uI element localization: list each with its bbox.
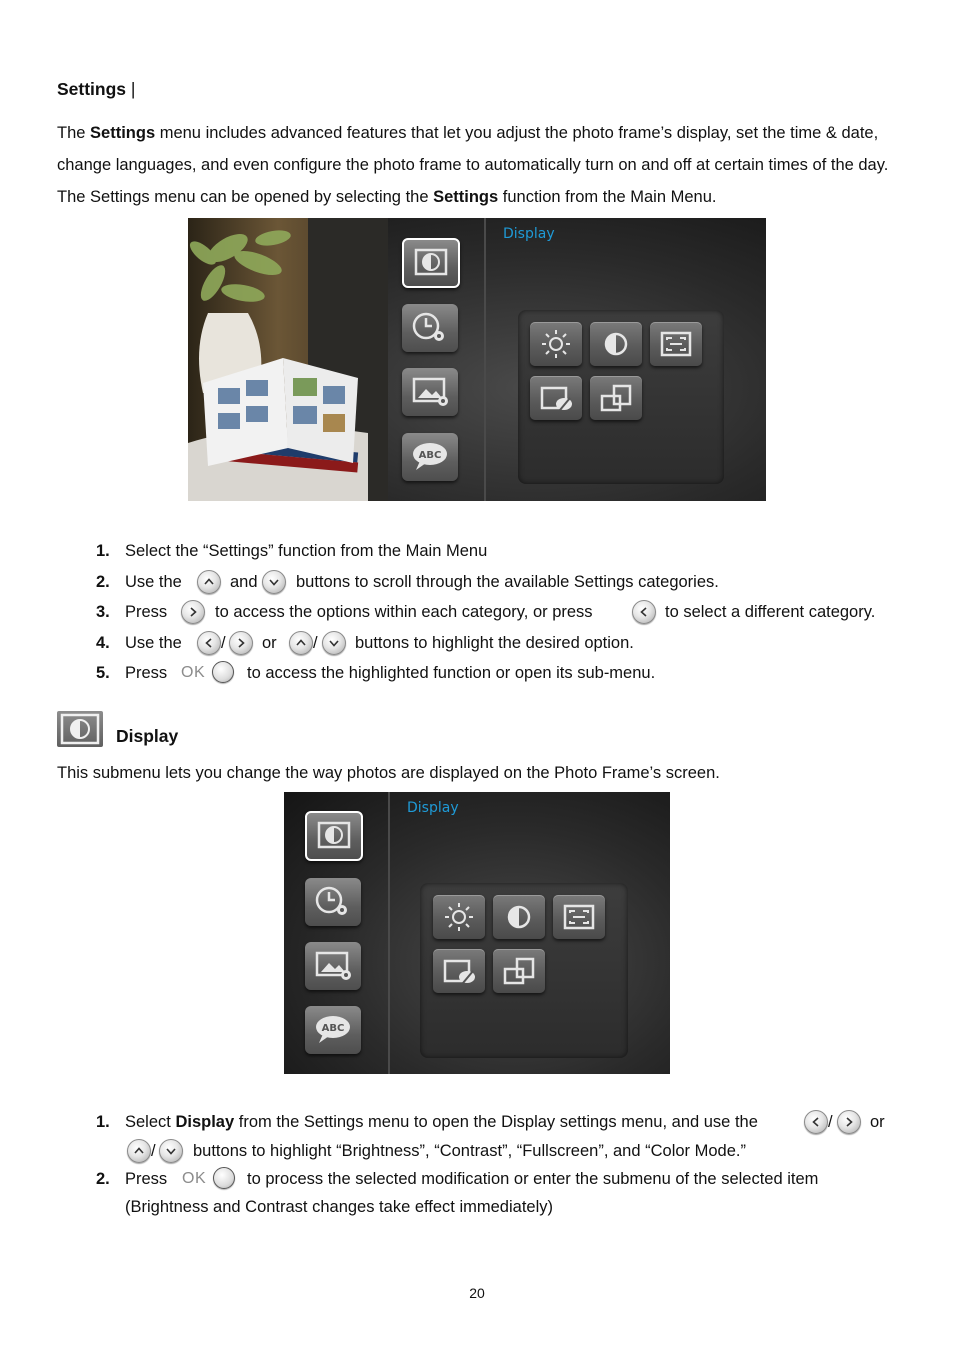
svg-text:ABC: ABC [321, 1023, 345, 1034]
step-3 [96, 602, 876, 622]
arrow-up-key-icon [127, 1139, 151, 1163]
step-1 [96, 1112, 885, 1132]
display-heading: Display [116, 726, 179, 746]
section-title-separator: | [130, 79, 136, 99]
clock-settings-icon [305, 878, 361, 926]
screen-title: Display [407, 800, 459, 816]
step-text: Press [125, 1170, 168, 1188]
step-number: 2. [96, 573, 110, 591]
section-title-text: Settings [57, 79, 127, 99]
step-number: 1. [96, 542, 110, 560]
option-contrast-tile[interactable] [493, 895, 545, 939]
step-2-note: (Brightness and Contrast changes take effect immediately) [125, 1198, 553, 1216]
display-menu-screenshot [284, 792, 670, 1074]
ok-key-icon [213, 1167, 235, 1189]
page-number: 20 [469, 1285, 485, 1301]
arrow-down-key-icon [322, 631, 346, 655]
step-text: or [870, 1113, 885, 1131]
step-2 [96, 572, 719, 592]
step-text: / [828, 1113, 833, 1131]
arrow-down-key-icon [159, 1139, 183, 1163]
arrow-down-key-icon [262, 570, 286, 594]
step-text: and [230, 573, 258, 591]
option-rotate-tile[interactable] [590, 376, 642, 420]
settings-menu-screenshot [188, 218, 766, 501]
screen-title: Display [503, 226, 555, 242]
step-text: / [151, 1142, 156, 1160]
option-rotate-tile[interactable] [493, 949, 545, 993]
step-text: to access the options within each category, or press [215, 603, 593, 621]
svg-text:ABC: ABC [418, 450, 442, 461]
step-number: 1. [96, 1113, 110, 1131]
step-text-b: from the Settings menu to open the Display settings menu, and use the [234, 1113, 758, 1131]
step-number: 5. [96, 664, 110, 682]
display-heading-icon [57, 711, 103, 747]
arrow-right-key-icon [181, 600, 205, 624]
arrow-left-key-icon [197, 631, 221, 655]
step-text: Use the [125, 634, 182, 652]
arrow-left-key-icon [804, 1110, 828, 1134]
arrow-right-key-icon [837, 1110, 861, 1134]
step-text: buttons to scroll through the available Settings categories. [296, 573, 719, 591]
clock-settings-icon [402, 304, 458, 352]
category-time-tile[interactable] [305, 878, 361, 926]
contrast-icon [57, 711, 103, 747]
option-fullscreen-tile[interactable] [650, 322, 702, 366]
step-number: 3. [96, 603, 110, 621]
color-mode-icon [530, 376, 582, 420]
category-time-tile[interactable] [402, 304, 458, 352]
brightness-icon [530, 322, 582, 366]
step-2 [96, 1169, 819, 1189]
contrast-icon [404, 240, 458, 286]
intro-bold-settings-2: Settings [433, 188, 499, 206]
step-text: / [221, 634, 226, 652]
option-brightness-tile[interactable] [530, 322, 582, 366]
step-bold-display: Display [175, 1113, 235, 1131]
step-1 [96, 541, 488, 561]
intro-text-3: function from the Main Menu. [498, 188, 717, 206]
step-5 [96, 663, 656, 683]
ok-key-label: OK [182, 1170, 207, 1187]
step-text: to process the selected modification or enter the submenu of the selected item [247, 1170, 819, 1188]
ok-key-label: OK [181, 664, 206, 681]
section-title [57, 79, 135, 99]
option-brightness-tile[interactable] [433, 895, 485, 939]
screen-divider [484, 218, 486, 501]
intro-paragraph [57, 117, 907, 213]
contrast-icon [307, 813, 361, 859]
arrow-up-key-icon [289, 631, 313, 655]
option-color-mode-tile[interactable] [433, 949, 485, 993]
fullscreen-icon [553, 895, 605, 939]
step-number: 2. [96, 1170, 110, 1188]
step-text: buttons to highlight “Brightness”, “Contrast”, “Fullscreen”, and “Color Mode.” [193, 1142, 746, 1160]
contrast-icon [493, 895, 545, 939]
option-color-mode-tile[interactable] [530, 376, 582, 420]
arrow-up-key-icon [197, 570, 221, 594]
ok-key-icon [212, 661, 234, 683]
step-text: Use the [125, 573, 182, 591]
step-text: to access the highlighted function or open its sub-menu. [247, 664, 656, 682]
category-display-tile[interactable] [305, 811, 363, 861]
photo-settings-icon [305, 942, 361, 990]
contrast-icon [590, 322, 642, 366]
arrow-left-key-icon [632, 600, 656, 624]
photo-book-image [188, 218, 388, 501]
step-text: buttons to highlight the desired option. [355, 634, 634, 652]
option-fullscreen-tile[interactable] [553, 895, 605, 939]
display-intro: This submenu lets you change the way photos are displayed on the Photo Frame’s screen. [57, 764, 720, 782]
category-photo-tile[interactable] [305, 942, 361, 990]
rotate-icon [493, 949, 545, 993]
step-text: Press [125, 664, 168, 682]
step-text: to select a different category. [665, 603, 876, 621]
intro-bold-settings-1: Settings [90, 124, 156, 142]
category-photo-tile[interactable] [402, 368, 458, 416]
step-text: or [262, 634, 277, 652]
step-4 [96, 633, 634, 653]
category-language-tile[interactable] [305, 1006, 361, 1054]
language-abc-icon [305, 1006, 361, 1054]
intro-text-1: The [57, 124, 91, 142]
step-number: 4. [96, 634, 110, 652]
rotate-icon [590, 376, 642, 420]
category-display-tile[interactable] [402, 238, 460, 288]
step-text-a: Select [125, 1113, 176, 1131]
step-text: Select the “Settings” function from the Main Menu [125, 542, 488, 560]
photo-settings-icon [402, 368, 458, 416]
step-text: / [313, 634, 318, 652]
screen-divider [388, 792, 390, 1074]
option-contrast-tile[interactable] [590, 322, 642, 366]
language-abc-icon [402, 433, 458, 481]
brightness-icon [433, 895, 485, 939]
category-language-tile[interactable] [402, 433, 458, 481]
fullscreen-icon [650, 322, 702, 366]
intro-text-2: menu includes advanced features that let you adjust the photo frame’s display, set the time & date, change languages, and even configure the photo frame to automatically turn on and off at certain times of the day. The Settings menu can be opened by selecting the [57, 124, 889, 206]
step-text: Press [125, 603, 168, 621]
arrow-right-key-icon [229, 631, 253, 655]
step-text [125, 1112, 758, 1132]
color-mode-icon [433, 949, 485, 993]
